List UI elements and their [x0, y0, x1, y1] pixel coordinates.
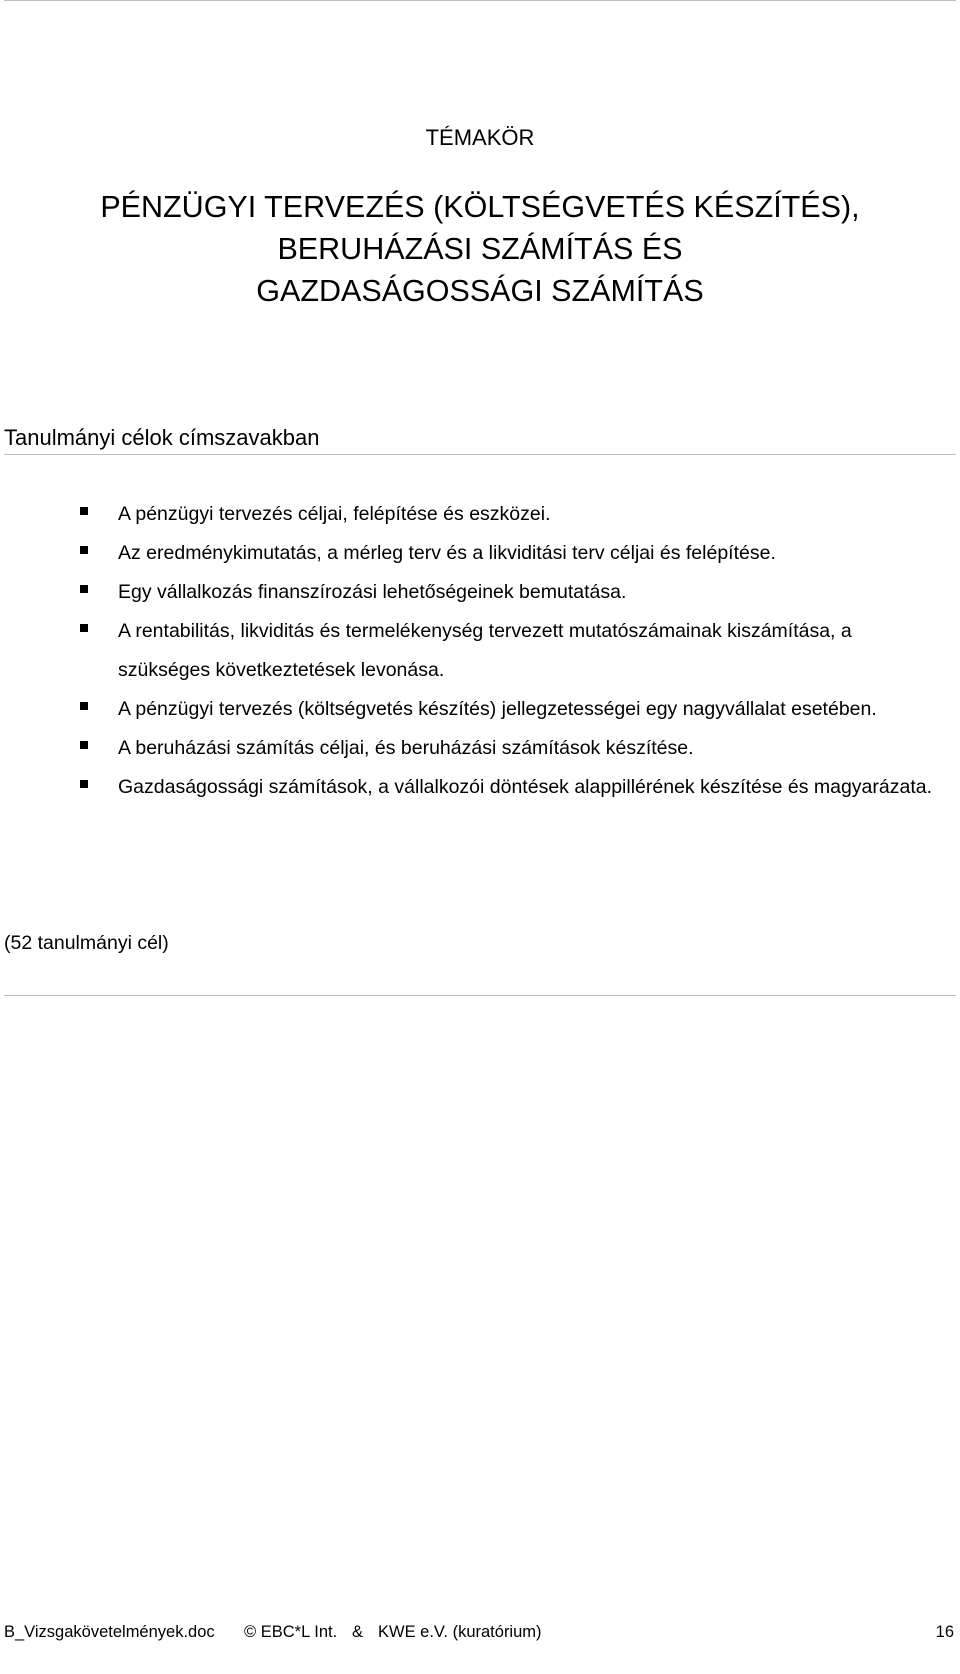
list-item — [0, 612, 960, 690]
list-item — [0, 690, 960, 729]
content-divider — [4, 995, 956, 996]
footer-filename: B_Vizsgakövetelmények.doc — [4, 1623, 215, 1641]
list-item-text: A pénzügyi tervezés (költségvetés készítés) jellegzetességei egy nagyvállalat esetében. — [118, 698, 877, 720]
footer-copyright: © EBC*L Int. — [244, 1623, 338, 1641]
list-item-text: Egy vállalkozás finanszírozási lehetőségeinek bemutatása. — [118, 581, 627, 603]
list-item-text: Gazdaságossági számítások, a vállalkozói döntések alappillérének készítése és magyarázata. — [118, 776, 933, 798]
list-item-text: A pénzügyi tervezés céljai, felépítése és eszközei. — [118, 503, 551, 525]
section-heading: Tanulmányi célok címszavakban — [4, 425, 320, 450]
square-bullet-icon — [80, 741, 88, 749]
list-item — [0, 495, 960, 534]
topic-label: TÉMAKÖR — [425, 125, 535, 150]
square-bullet-icon — [80, 546, 88, 554]
section-divider — [4, 454, 956, 455]
list-item-text: A beruházási számítás céljai, és beruházási számítások készítése. — [118, 737, 694, 759]
square-bullet-icon — [80, 780, 88, 788]
page-footer — [4, 1623, 954, 1645]
square-bullet-icon — [80, 585, 88, 593]
page-number: 16 — [935, 1623, 954, 1641]
square-bullet-icon — [80, 624, 88, 632]
footer-organization: KWE e.V. (kuratórium) — [378, 1623, 542, 1641]
square-bullet-icon — [80, 702, 88, 710]
footer-ampersand: & — [352, 1623, 364, 1641]
list-item — [0, 534, 960, 573]
title-line: GAZDASÁGOSSÁGI SZÁMÍTÁS — [256, 274, 704, 308]
list-item — [0, 729, 960, 768]
page-title — [0, 186, 960, 312]
title-line: PÉNZÜGYI TERVEZÉS (KÖLTSÉGVETÉS KÉSZÍTÉS), — [100, 190, 860, 224]
goal-count: (52 tanulmányi cél) — [4, 932, 169, 954]
title-line: BERUHÁZÁSI SZÁMÍTÁS ÉS — [277, 232, 683, 266]
list-item-text: A rentabilitás, likviditás és termelékenység tervezett mutatószámainak kiszámítása, a szükséges következtetések levonása. — [118, 620, 852, 681]
list-item — [0, 768, 960, 807]
list-item-text: Az eredménykimutatás, a mérleg terv és a likviditási terv céljai és felépítése. — [118, 542, 776, 564]
learning-goals-list — [0, 495, 960, 807]
list-item — [0, 573, 960, 612]
top-divider — [4, 0, 956, 1]
square-bullet-icon — [80, 507, 88, 515]
